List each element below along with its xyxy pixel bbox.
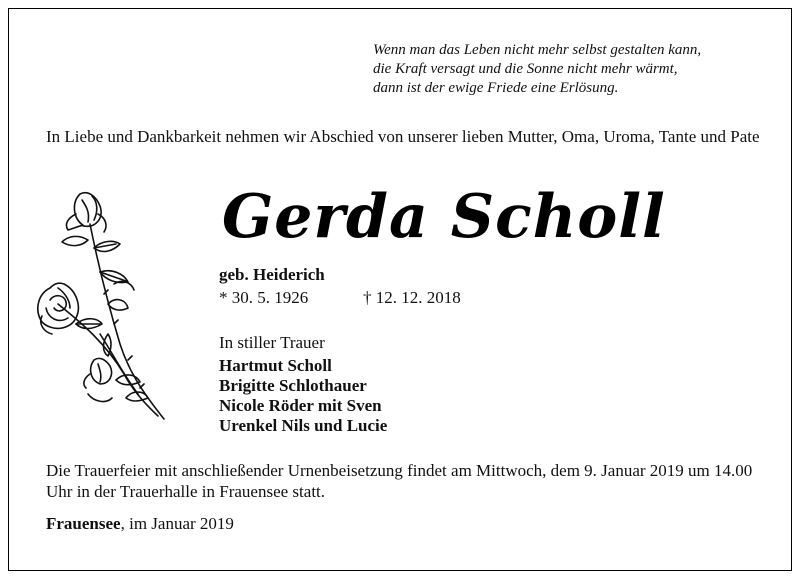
mourner: Brigitte Schlothauer (219, 376, 367, 395)
poem (373, 41, 773, 98)
poem-line: Wenn man das Leben nicht mehr selbst gestalten kann, (373, 42, 702, 58)
poem-line: dann ist der ewige Friede eine Erlösung. (373, 80, 619, 96)
intro-text: In Liebe und Dankbarkeit nehmen wir Abschied von unserer lieben Mutter, Oma, Uroma, Tante und Pate (46, 127, 760, 146)
mourner: Hartmut Scholl (219, 356, 332, 375)
closing-line (46, 514, 234, 534)
mourning-label: In stiller Trauer (219, 333, 325, 352)
life-dates (219, 288, 461, 308)
birth-date: * 30. 5. 1926 (219, 288, 309, 307)
poem-line: die Kraft versagt und die Sonne nicht mehr wärmt, (373, 61, 678, 77)
closing-place: Frauensee (46, 514, 121, 533)
funeral-notice: Die Trauerfeier mit anschließender Urnenbeisetzung findet am Mittwoch, dem 9. Januar 2019 um 14.00 Uhr in der Trauerhalle in Frauensee statt. (46, 461, 753, 501)
closing-date: , im Januar 2019 (120, 514, 234, 533)
death-date: † 12. 12. 2018 (363, 288, 461, 307)
mourners-list (219, 356, 387, 436)
deceased-name: Gerda Scholl (222, 182, 666, 252)
mourner: Nicole Röder mit Sven (219, 396, 382, 415)
maiden-name: geb. Heiderich (219, 265, 325, 284)
rose-icon (28, 184, 173, 424)
mourner: Urenkel Nils und Lucie (219, 416, 388, 435)
